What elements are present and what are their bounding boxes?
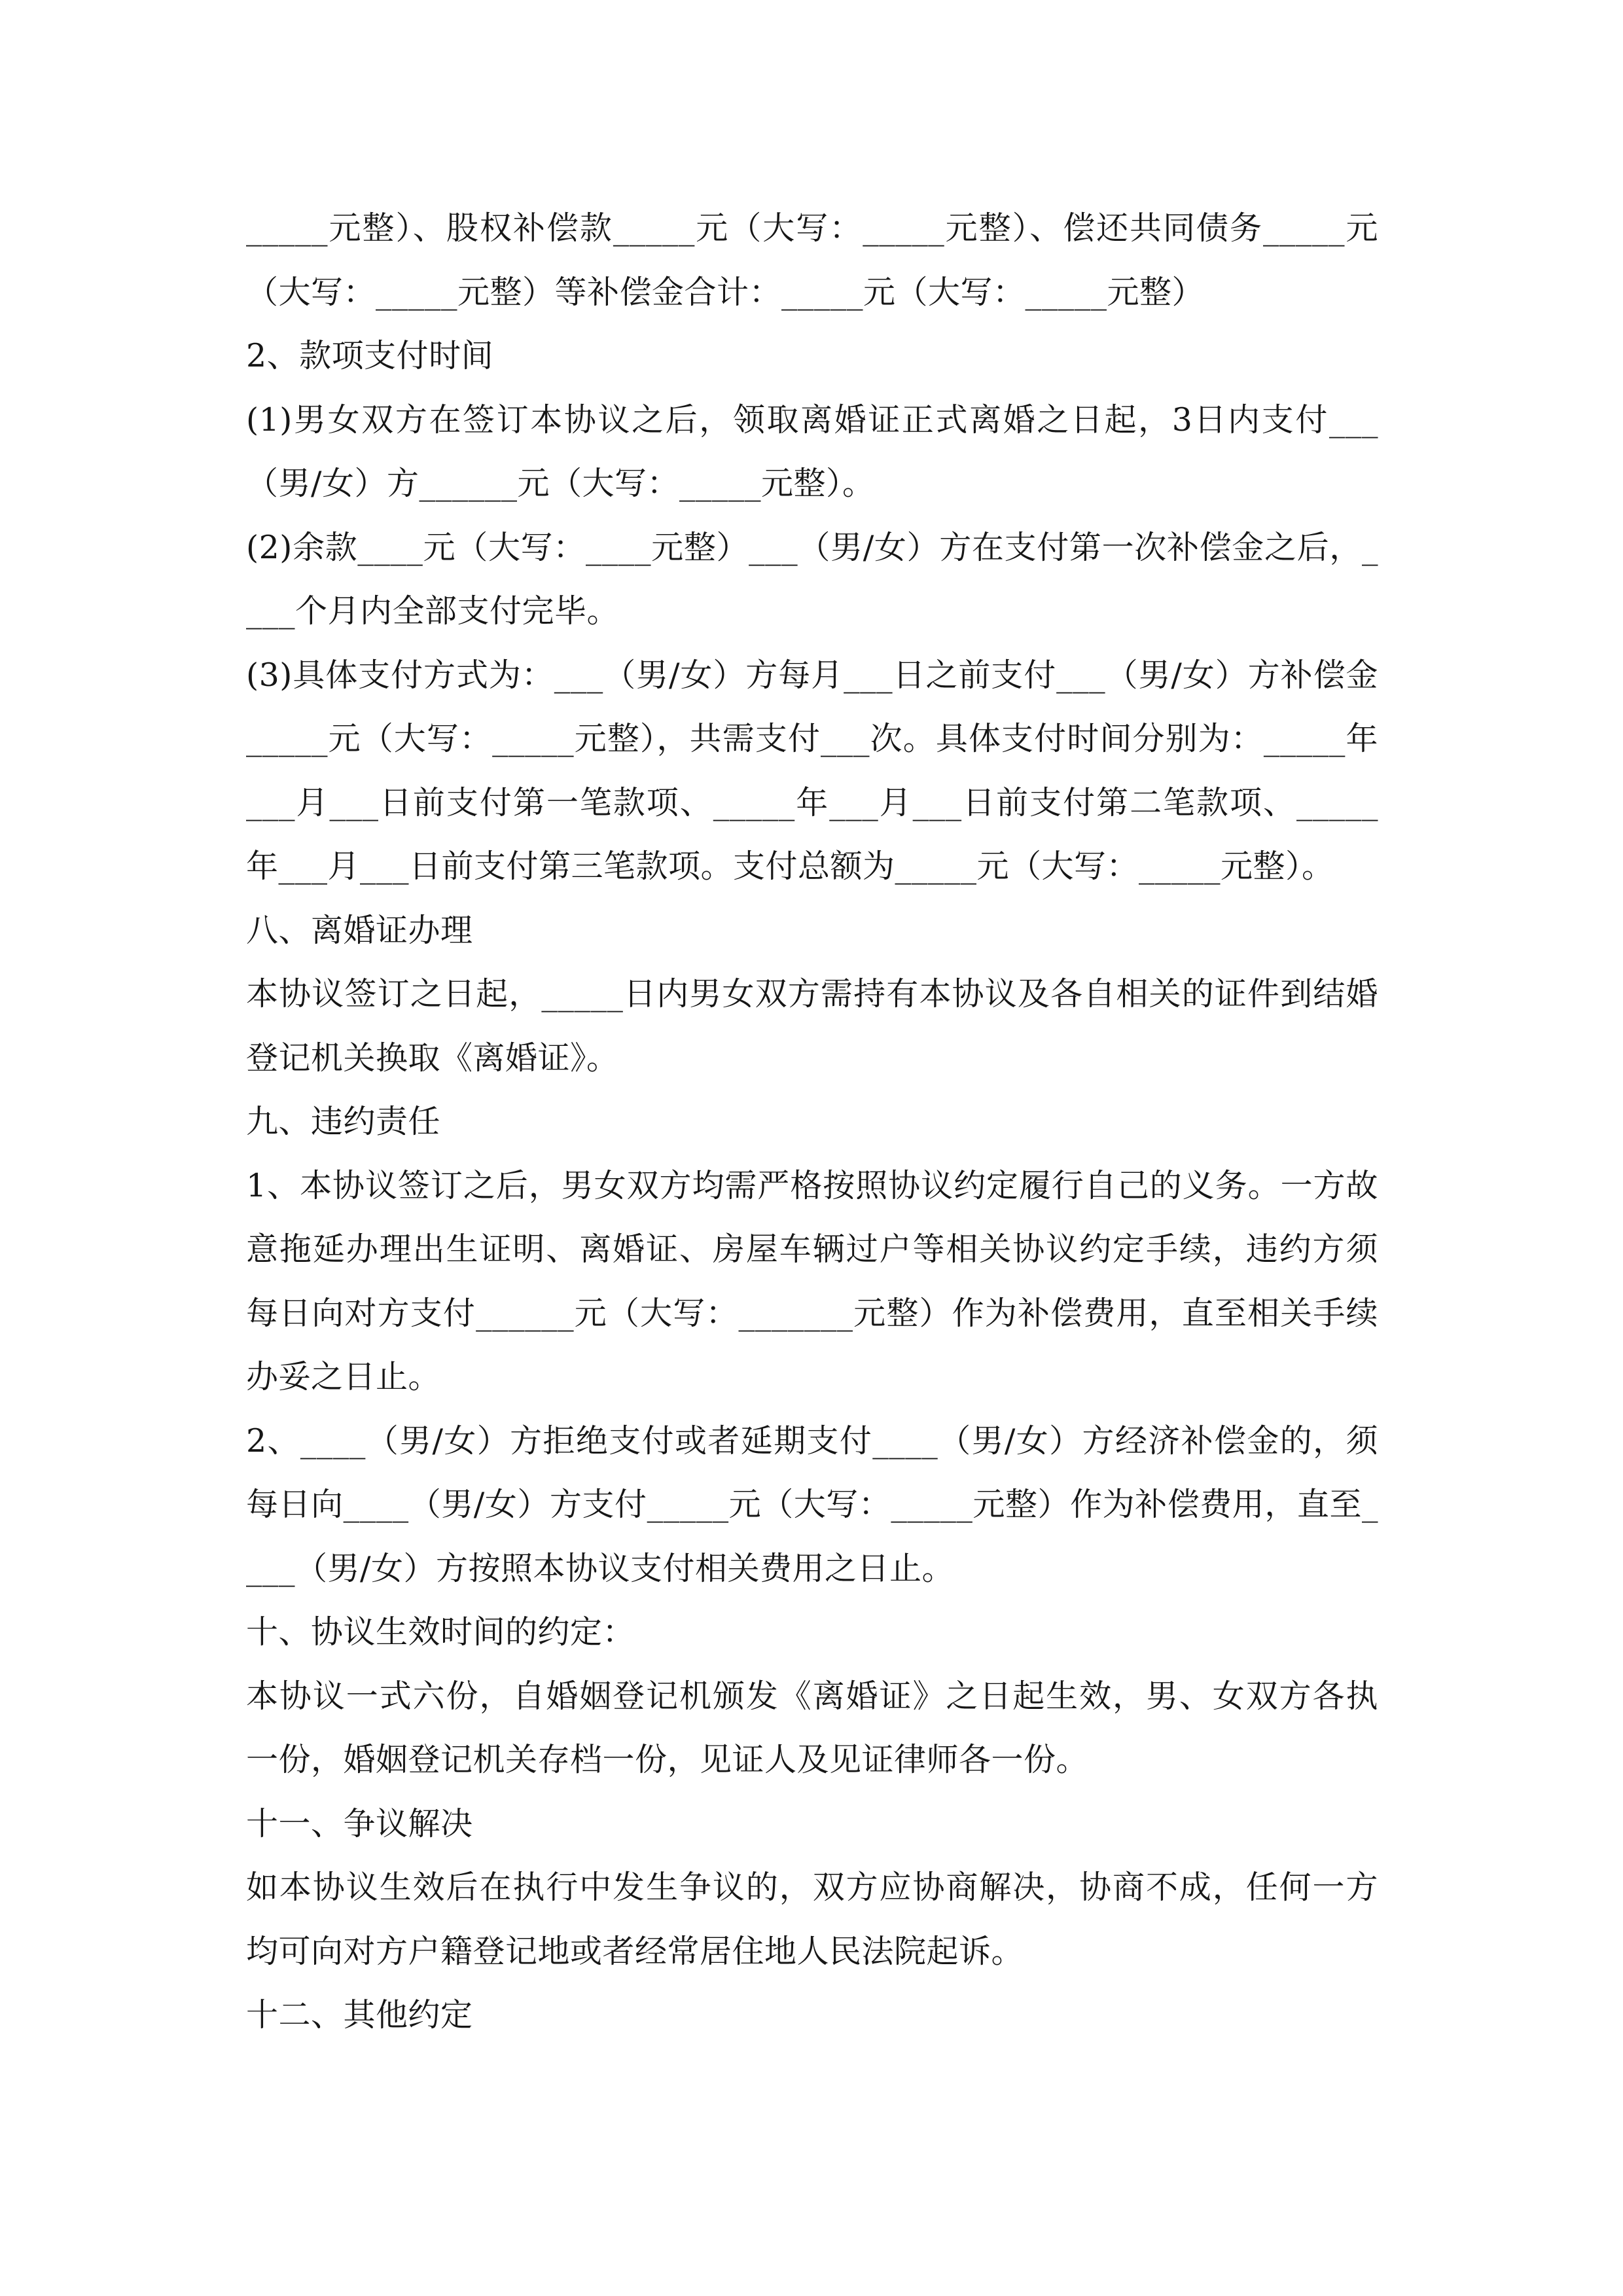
heading-divorce-certificate: 八、离婚证办理 — [246, 911, 473, 949]
paragraph-effective-time: 本协议一式六份，自婚姻登记机颁发《离婚证》之日起生效，男、女双方各执一份，婚姻登记机关存档一份，见证人及见证律师各一份。 — [246, 1677, 1378, 1778]
heading-other-terms: 十二、其他约定 — [246, 1996, 473, 2034]
heading-dispute-resolution: 十一、争议解决 — [246, 1804, 473, 1842]
paragraph-payment-method: (3)具体支付方式为：___（男/女）方每月___日之前支付___（男/女）方补偿金_____元（大写：_____元整），共需支付___次。具体支付时间分别为：_____年___月___日前支付第一笔款项、_____年___月___日前支付第二笔款项、_____年___月___日前支付第三笔款项。支付总额为_____元（大写：_____元整）。 — [246, 656, 1378, 885]
paragraph-breach-2: 2、____（男/女）方拒绝支付或者延期支付____（男/女）方经济补偿金的，须每日向____（男/女）方支付_____元（大写：_____元整）作为补偿费用，直至____（男/女）方按照本协议支付相关费用之日止。 — [246, 1422, 1378, 1587]
heading-effective-time: 十、协议生效时间的约定： — [246, 1613, 635, 1651]
paragraph-compensation-total: _____元整）、股权补偿款_____元（大写：_____元整）、偿还共同债务_____元（大写：_____元整）等补偿金合计：_____元（大写：_____元整） — [246, 209, 1378, 311]
heading-breach-liability: 九、违约责任 — [246, 1103, 441, 1140]
paragraph-dispute-resolution: 如本协议生效后在执行中发生争议的，双方应协商解决，协商不成，任何一方均可向对方户籍登记地或者经常居住地人民法院起诉。 — [246, 1869, 1378, 1970]
heading-payment-time: 2、款项支付时间 — [246, 337, 494, 374]
paragraph-payment-remaining: (2)余款____元（大写：____元整）___（男/女）方在支付第一次补偿金之后，____个月内全部支付完毕。 — [246, 528, 1378, 630]
paragraph-breach-1: 1、本协议签订之后，男女双方均需严格按照协议约定履行自己的义务。一方故意拖延办理出生证明、离婚证、房屋车辆过户等相关协议约定手续，违约方须每日向对方支付______元（大写：_______元整）作为补偿费用，直至相关手续办妥之日止。 — [246, 1166, 1378, 1395]
paragraph-payment-first: (1)男女双方在签订本协议之后，领取离婚证正式离婚之日起，3日内支付___（男/女）方______元（大写：_____元整）。 — [246, 401, 1378, 502]
paragraph-divorce-certificate: 本协议签订之日起，_____日内男女双方需持有本协议及各自相关的证件到结婚登记机关换取《离婚证》。 — [246, 975, 1378, 1077]
document-body — [246, 196, 1378, 2047]
